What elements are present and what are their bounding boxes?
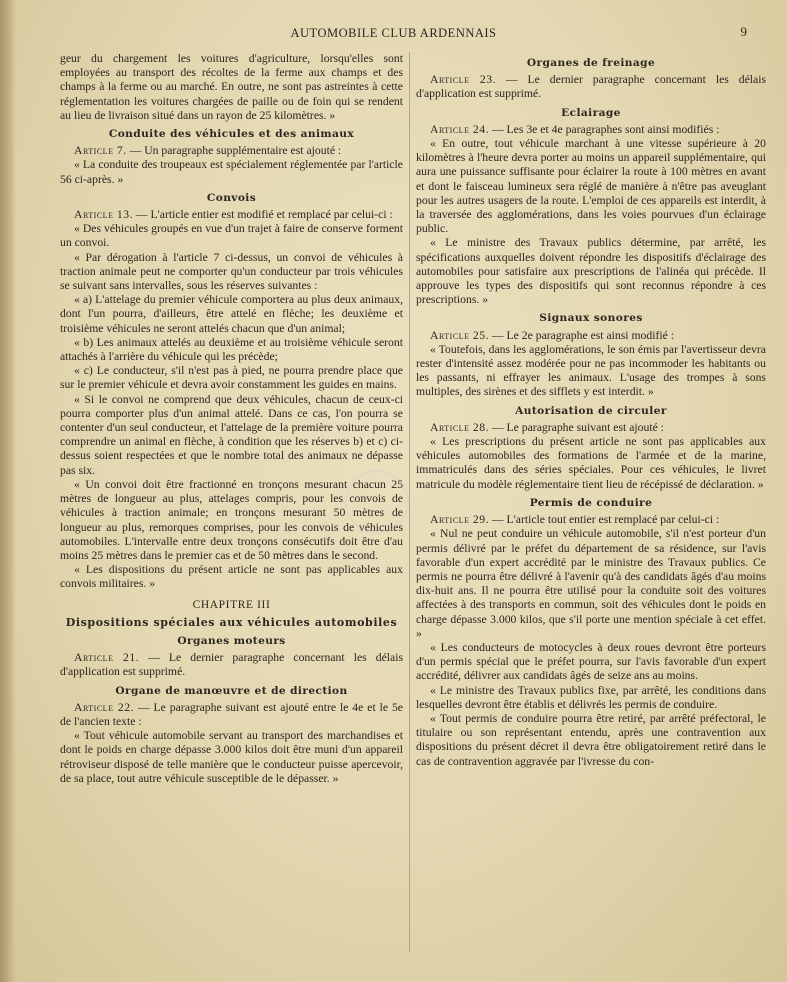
article-label: Article 21. [74,651,140,665]
section-heading: Convois [206,191,257,204]
article-paragraph [60,144,403,158]
section-heading: Organes de freinage [526,57,656,69]
paragraph: « c) Le conducteur, s'il n'est pas à pied, ne pourra prendre place que sur le premier véhicule et devra avoir constamment les guides en mains. [60,364,403,392]
paragraph: « Un convoi doit être fractionné en tronçons mesurant chacun 25 mètres de longueur au plus, attelages compris, pour les convois de véhicules à traction animale; en tronçons mesurant 50 mètres de longueur au plus, remorques comprises, pour les convois de véhicules automobiles. L'intervalle entre deux tronçons consécutifs doit être d'au moins 25 mètres dans le premier cas et de 50 mètres dans le second. [60,477,403,562]
paragraph: « a) L'attelage du premier véhicule comportera au plus deux animaux, dont l'un pourra, d'ailleurs, être attelé en flèche; les deuxième et troisième véhicules ne seront attelés chacun que d'un animal; [60,293,403,335]
article-label: Article 23. [430,73,496,87]
article-text: — Le paragraphe suivant est ajouté entre le 4e et le 5e de l'ancien texte : [60,700,403,728]
page-binding [0,0,16,982]
article-label: Article 28. [430,420,489,434]
paragraph: « La conduite des troupeaux est spécialement réglementée par l'article 56 ci-après. » [60,158,403,186]
article-paragraph [416,73,766,101]
section-heading: Dispositions spéciales aux véhicules automobiles [65,615,398,629]
section-heading: Eclairage [561,106,621,119]
paragraph: « Tout permis de conduire pourra être retiré, par arrêté préfectoral, le titulaire ou son représentant entendu, après une contravention aux dispositions du présent décret il devra être obligatoirement retiré dans le cas de contravention aggravée par l'ivresse du con- [416,711,766,768]
paragraph: « Si le convoi ne comprend que deux véhicules, chacun de ceux-ci pourra comporter plus d'un animal attelé. Dans ce cas, l'on pourra se contenter d'un seul conducteur, et l'attelage de la première voiture pourra comprendre un animal en flèche, à condition que les réserves b) et c) ci-dessus soient respectées et que le nombre total des animaux ne dépasse pas six. [60,392,403,477]
article-label: Article 22. [74,700,134,714]
article-text: — Les 3e et 4e paragraphes sont ainsi modifiés : [489,122,720,136]
right-column [416,52,766,769]
article-text: — L'article tout entier est remplacé par celui-ci : [489,513,720,527]
paragraph: « b) Les animaux attelés au deuxième et au troisième véhicule seront attachés à l'arrière du véhicule qui les précède; [60,335,403,364]
article-paragraph [416,513,766,527]
page-header: AUTOMOBILE CLUB ARDENNAIS [290,26,497,40]
paragraph: « En outre, tout véhicule marchant à une vitesse supérieure à 20 kilomètres à l'heure devra porter au moins un appareil supplémentaire, qui aura une puissance suffisante pour éclairer la route à 100 mètres en avant et dont le faisceau lumineux sera réglé de manière à n'être pas aveuglant pour les autres usagers de la route. L'emploi de ces appareils est interdit, à la traversée des agglomérations, dans les voies pourvues d'un éclairage public. [416,137,766,236]
article-paragraph [416,421,766,435]
paragraph: « Le ministre des Travaux publics fixe, par arrêté, les conditions dans lesquelles devront être établis et délivrés les permis de conduire. [416,683,766,711]
section-heading: Organe de manœuvre et de direction [115,684,348,697]
article-paragraph [60,701,403,729]
left-column [60,52,403,786]
article-paragraph [416,123,766,137]
section-heading: Permis de conduire [529,496,653,509]
article-text: — Un paragraphe supplémentaire est ajouté : [126,144,342,158]
article-paragraph [60,651,403,679]
article-paragraph [60,208,403,222]
article-text: — Le dernier paragraphe concernant les délais d'application est supprimé. [416,73,766,101]
paragraph: « Tout véhicule automobile servant au transport des marchandises et dont le poids en charge dépasse 3.000 kilos doit être muni d'un appareil rétroviseur disposé de telle manière que le conducteur puisse apercevoir, de sa place, tout autre véhicule susceptible de le dépasser. » [60,729,403,785]
column-divider [409,52,410,952]
article-text: — Le 2e paragraphe est ainsi modifié : [489,328,674,342]
paragraph: « Par dérogation à l'article 7 ci-dessus, un convoi de véhicules à traction animale peut ne comporter qu'un conducteur par trois véhicules se suivant sans intervalles, sous les réserves suivantes : [60,250,403,293]
paragraph: « Nul ne peut conduire un véhicule automobile, s'il n'est porteur d'un permis délivré par le préfet du département de sa résidence, sur l'avis favorable d'un expert accrédité par le ministre des Travaux publics. Ce permis ne pourra être délivré à l'avenir qu'à des candidats âgés d'au moins dix-huit ans. Il ne pourra être utilisé pour la conduite soit des voitures affectées à des transports en commun, soit des véhicules dont le poids en charge dépasse 3.000 kilos, que s'il porte une mention spéciale à cet effet. » [416,527,766,640]
paragraph: « Les conducteurs de motocycles à deux roues devront être porteurs d'un permis spécial que le préfet pourra, sur l'avis favorable d'un expert accrédité, délivrer aux candidats âgés de seize ans au moins. [416,640,766,683]
article-text: — Le paragraphe suivant est ajouté : [489,420,664,434]
paragraph: « Des véhicules groupés en vue d'un trajet à faire de conserve forment un convoi. [60,222,403,250]
chapter-heading: CHAPITRE III [192,598,271,611]
article-label: Article 13. [74,208,133,222]
page-number: 9 [740,24,747,39]
paragraph: geur du chargement les voitures d'agriculture, lorsqu'elles sont employées au transport des récoltes de la ferme aux champs et des champs à la ferme ou au marché. En outre, ne sont pas astreintes à cette réglementation les voitures chargées de paille ou de foin qui se rendent au lieu de livraison situé dans un rayon de 25 kilomètres. » [60,52,403,122]
section-heading: Conduite des véhicules et des animaux [108,128,355,141]
section-heading: Autorisation de circuler [515,404,667,417]
article-label: Article 25. [430,328,489,342]
article-label: Article 24. [430,122,489,136]
library-stamp [345,470,409,534]
article-label: Article 29. [430,513,489,527]
article-label: Article 7. [74,144,127,158]
article-paragraph [416,329,766,343]
paragraph: « Les prescriptions du présent article ne sont pas applicables aux véhicules automobiles des formations de l'armée et de la marine, immatriculés dans des séries spéciales. Pour ces véhicules, le livret matricule du modèle réglementaire tient lieu de récépissé de déclaration. » [416,435,766,491]
article-text: — L'article entier est modifié et remplacé par celui-ci : [133,208,393,222]
section-heading: Organes moteurs [177,634,286,647]
paragraph: « Les dispositions du présent article ne sont pas applicables aux convois militaires. » [60,563,403,591]
article-text: — Le dernier paragraphe concernant les délais d'application est supprimé. [60,651,403,679]
section-heading: Signaux sonores [539,312,643,325]
paragraph: « Le ministre des Travaux publics détermine, par arrêté, les spécifications auxquelles doivent répondre les dispositifs d'éclairage des automobiles pour satisfaire aux prescriptions de l'alinéa qui précède. Il approuve les types des dispositifs qui sont reconnus répondre à ces prescriptions. » [416,236,766,307]
paragraph: « Toutefois, dans les agglomérations, le son émis par l'avertisseur devra rester d'intensité assez modérée pour ne pas incommoder les habitants ou les passants, ni effrayer les animaux. L'usage des trompes à sons multiples, des sirènes et des sifflets y est interdit. » [416,342,766,399]
